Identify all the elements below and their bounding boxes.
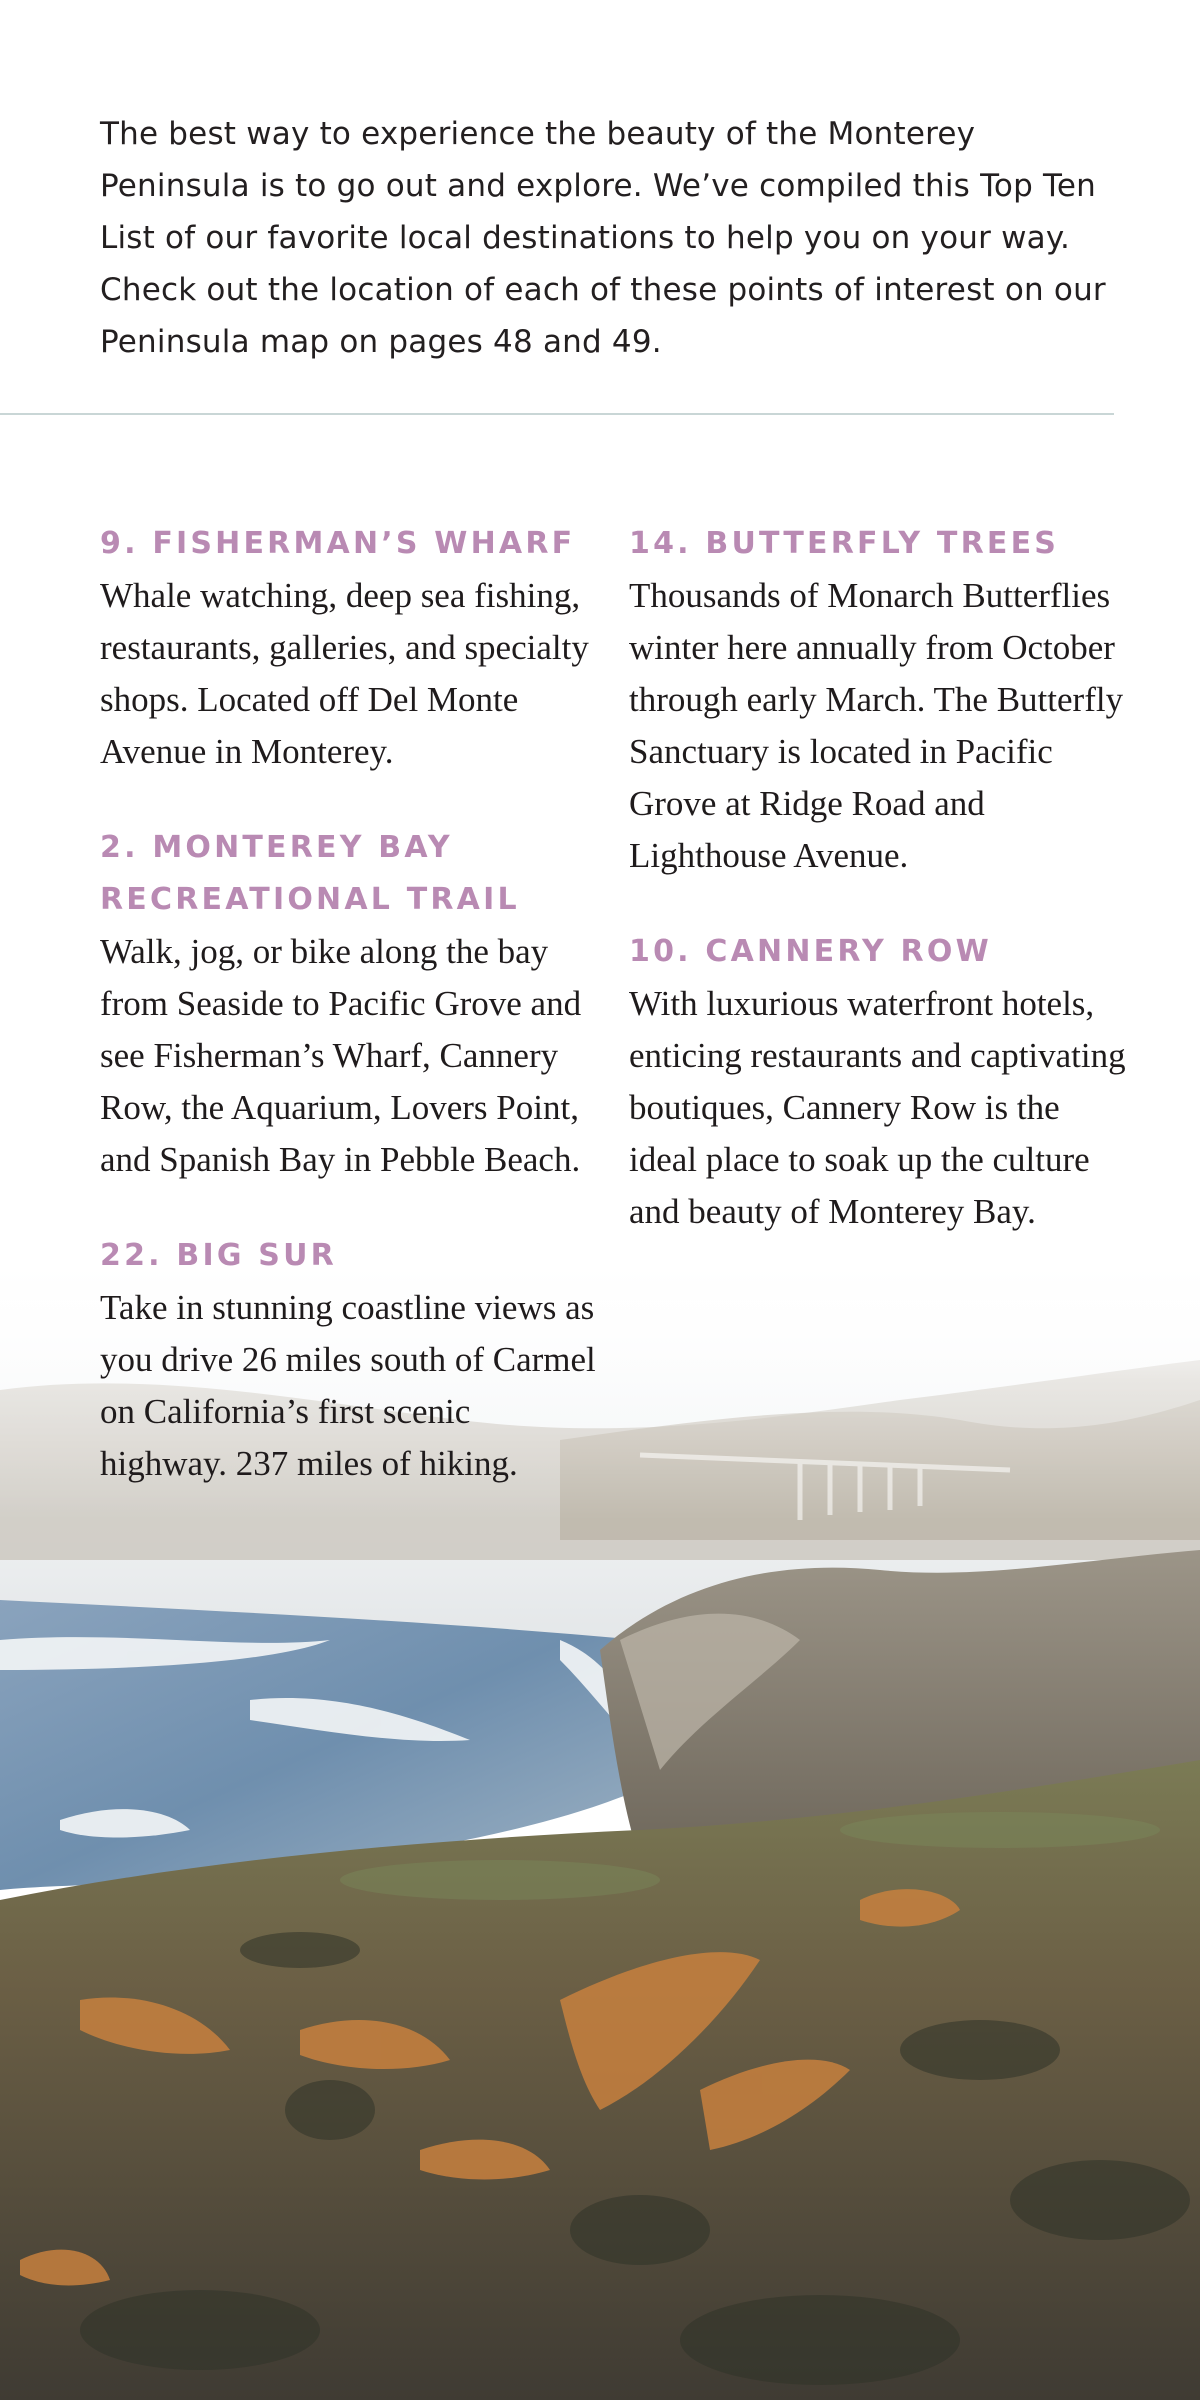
destination-description: Whale watching, deep sea fishing, restaurants, galleries, and specialty shops. Located off Del Monte Avenue in Monterey. xyxy=(100,576,589,771)
destination-entry xyxy=(629,926,1129,1238)
destination-entry xyxy=(100,1230,600,1490)
destination-title: 10. CANNERY ROW xyxy=(629,934,992,969)
left-column xyxy=(100,518,600,1534)
destination-entry xyxy=(100,822,600,1186)
right-column xyxy=(629,518,1129,1282)
intro-paragraph: The best way to experience the beauty of the Monterey Peninsula is to go out and explore. We’ve compiled this Top Ten List of our favorite local destinations to help you on your way. Check out the location of each of these points of interest on our Peninsula map on pages 48 and 49. xyxy=(100,116,1106,360)
destination-description: Thousands of Monarch Butterflies winter here annually from October through early March. The Butterfly Sanctuary is located in Pacific Grove at Ridge Road and Lighthouse Avenue. xyxy=(629,576,1124,875)
section-divider xyxy=(0,413,1114,415)
destination-description: Walk, jog, or bike along the bay from Seaside to Pacific Grove and see Fisherman’s Wharf, Cannery Row, the Aquarium, Lovers Point, and Spanish Bay in Pebble Beach. xyxy=(100,932,582,1179)
destination-description: With luxurious waterfront hotels, enticing restaurants and captivating boutiques, Cannery Row is the ideal place to soak up the culture and beauty of Monterey Bay. xyxy=(629,984,1126,1231)
destination-title: 2. MONTEREY BAY RECREATIONAL TRAIL xyxy=(100,830,520,917)
destination-description: Take in stunning coastline views as you drive 26 miles south of Carmel on California’s first scenic highway. 237 miles of hiking. xyxy=(100,1288,596,1483)
destination-entry xyxy=(100,518,600,778)
destination-title: 22. BIG SUR xyxy=(100,1238,337,1273)
destination-title: 14. BUTTERFLY TREES xyxy=(629,526,1060,561)
destination-entry xyxy=(629,518,1129,882)
destination-title: 9. FISHERMAN’S WHARF xyxy=(100,526,576,561)
